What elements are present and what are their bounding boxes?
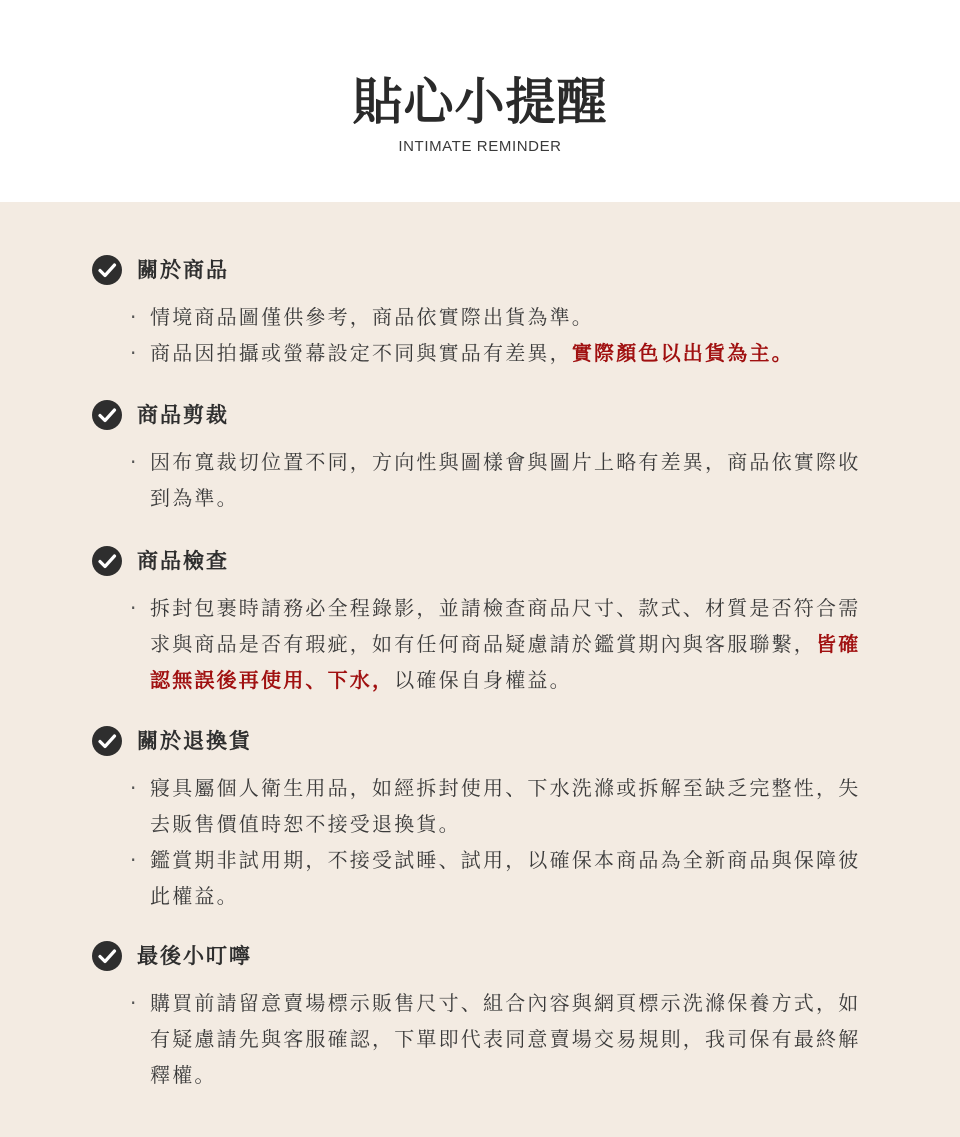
bullet-dot: · — [130, 848, 139, 872]
list-item — [128, 842, 872, 914]
bullet-dot: · — [130, 991, 139, 1015]
check-circle-icon — [92, 400, 122, 430]
list-item — [128, 335, 872, 371]
list-item — [128, 299, 872, 335]
bullet-dot: · — [130, 450, 139, 474]
list-item — [128, 985, 872, 1093]
bullet-text-after: 以確保自身權益。 — [394, 668, 572, 692]
section-title: 最後小叮嚀 — [137, 944, 252, 968]
bullet-list — [128, 299, 872, 371]
highlight-text: 皆確認無誤後再使用、下水， — [150, 632, 861, 692]
bullet-dot: · — [130, 305, 139, 329]
list-item — [128, 590, 872, 698]
bullet-text: 情境商品圖僅供參考，商品依實際出貨為準。 — [150, 305, 594, 329]
section-heading — [92, 726, 882, 758]
check-circle-icon — [92, 546, 122, 576]
section-title: 關於退換貨 — [137, 729, 252, 753]
section-heading — [92, 941, 882, 973]
section-product-cutting — [92, 400, 882, 510]
check-circle-icon — [92, 255, 122, 285]
page-subtitle: INTIMATE REMINDER — [398, 138, 562, 155]
page-title: 貼心小提醒 — [352, 73, 608, 131]
bullet-text: 寢具屬個人衛生用品，如經拆封使用、下水洗滌或拆解至缺乏完整性，失去販售價值時恕不接受退換貨。 — [150, 776, 861, 836]
check-circle-icon — [92, 726, 122, 756]
section-title: 關於商品 — [137, 258, 229, 282]
list-item — [128, 770, 872, 842]
bullet-list — [128, 770, 872, 914]
highlight-text: 實際顏色以出貨為主。 — [571, 341, 794, 365]
bullet-text: 拆封包裹時請務必全程錄影，並請檢查商品尺寸、款式、材質是否符合需求與商品是否有瑕疵，如有任何商品疑慮請於鑑賞期內與客服聯繫， — [150, 596, 861, 656]
bullet-list — [128, 590, 872, 698]
section-heading — [92, 400, 882, 432]
bullet-list — [128, 444, 872, 516]
check-circle-icon — [92, 941, 122, 971]
bullet-dot: · — [130, 776, 139, 800]
bullet-list — [128, 985, 872, 1093]
bullet-dot: · — [130, 596, 139, 620]
reminder-content — [0, 202, 960, 1137]
bullet-text: 商品因拍攝或螢幕設定不同與實品有差異， — [150, 341, 572, 365]
section-returns — [92, 726, 882, 908]
list-item — [128, 444, 872, 516]
section-title: 商品剪裁 — [137, 403, 229, 427]
section-final-reminder — [92, 941, 882, 1087]
bullet-text: 因布寬裁切位置不同，方向性與圖樣會與圖片上略有差異，商品依實際收到為準。 — [150, 450, 861, 510]
section-about-product — [92, 255, 882, 365]
bullet-text: 購買前請留意賣場標示販售尺寸、組合內容與網頁標示洗滌保養方式，如有疑慮請先與客服確認，下單即代表同意賣場交易規則，我司保有最終解釋權。 — [150, 991, 861, 1087]
header — [0, 0, 960, 202]
bullet-text: 鑑賞期非試用期，不接受試睡、試用，以確保本商品為全新商品與保障彼此權益。 — [150, 848, 861, 908]
bullet-dot: · — [130, 341, 139, 365]
section-product-inspection — [92, 546, 882, 692]
section-title: 商品檢查 — [137, 549, 229, 573]
section-heading — [92, 255, 882, 287]
section-heading — [92, 546, 882, 578]
